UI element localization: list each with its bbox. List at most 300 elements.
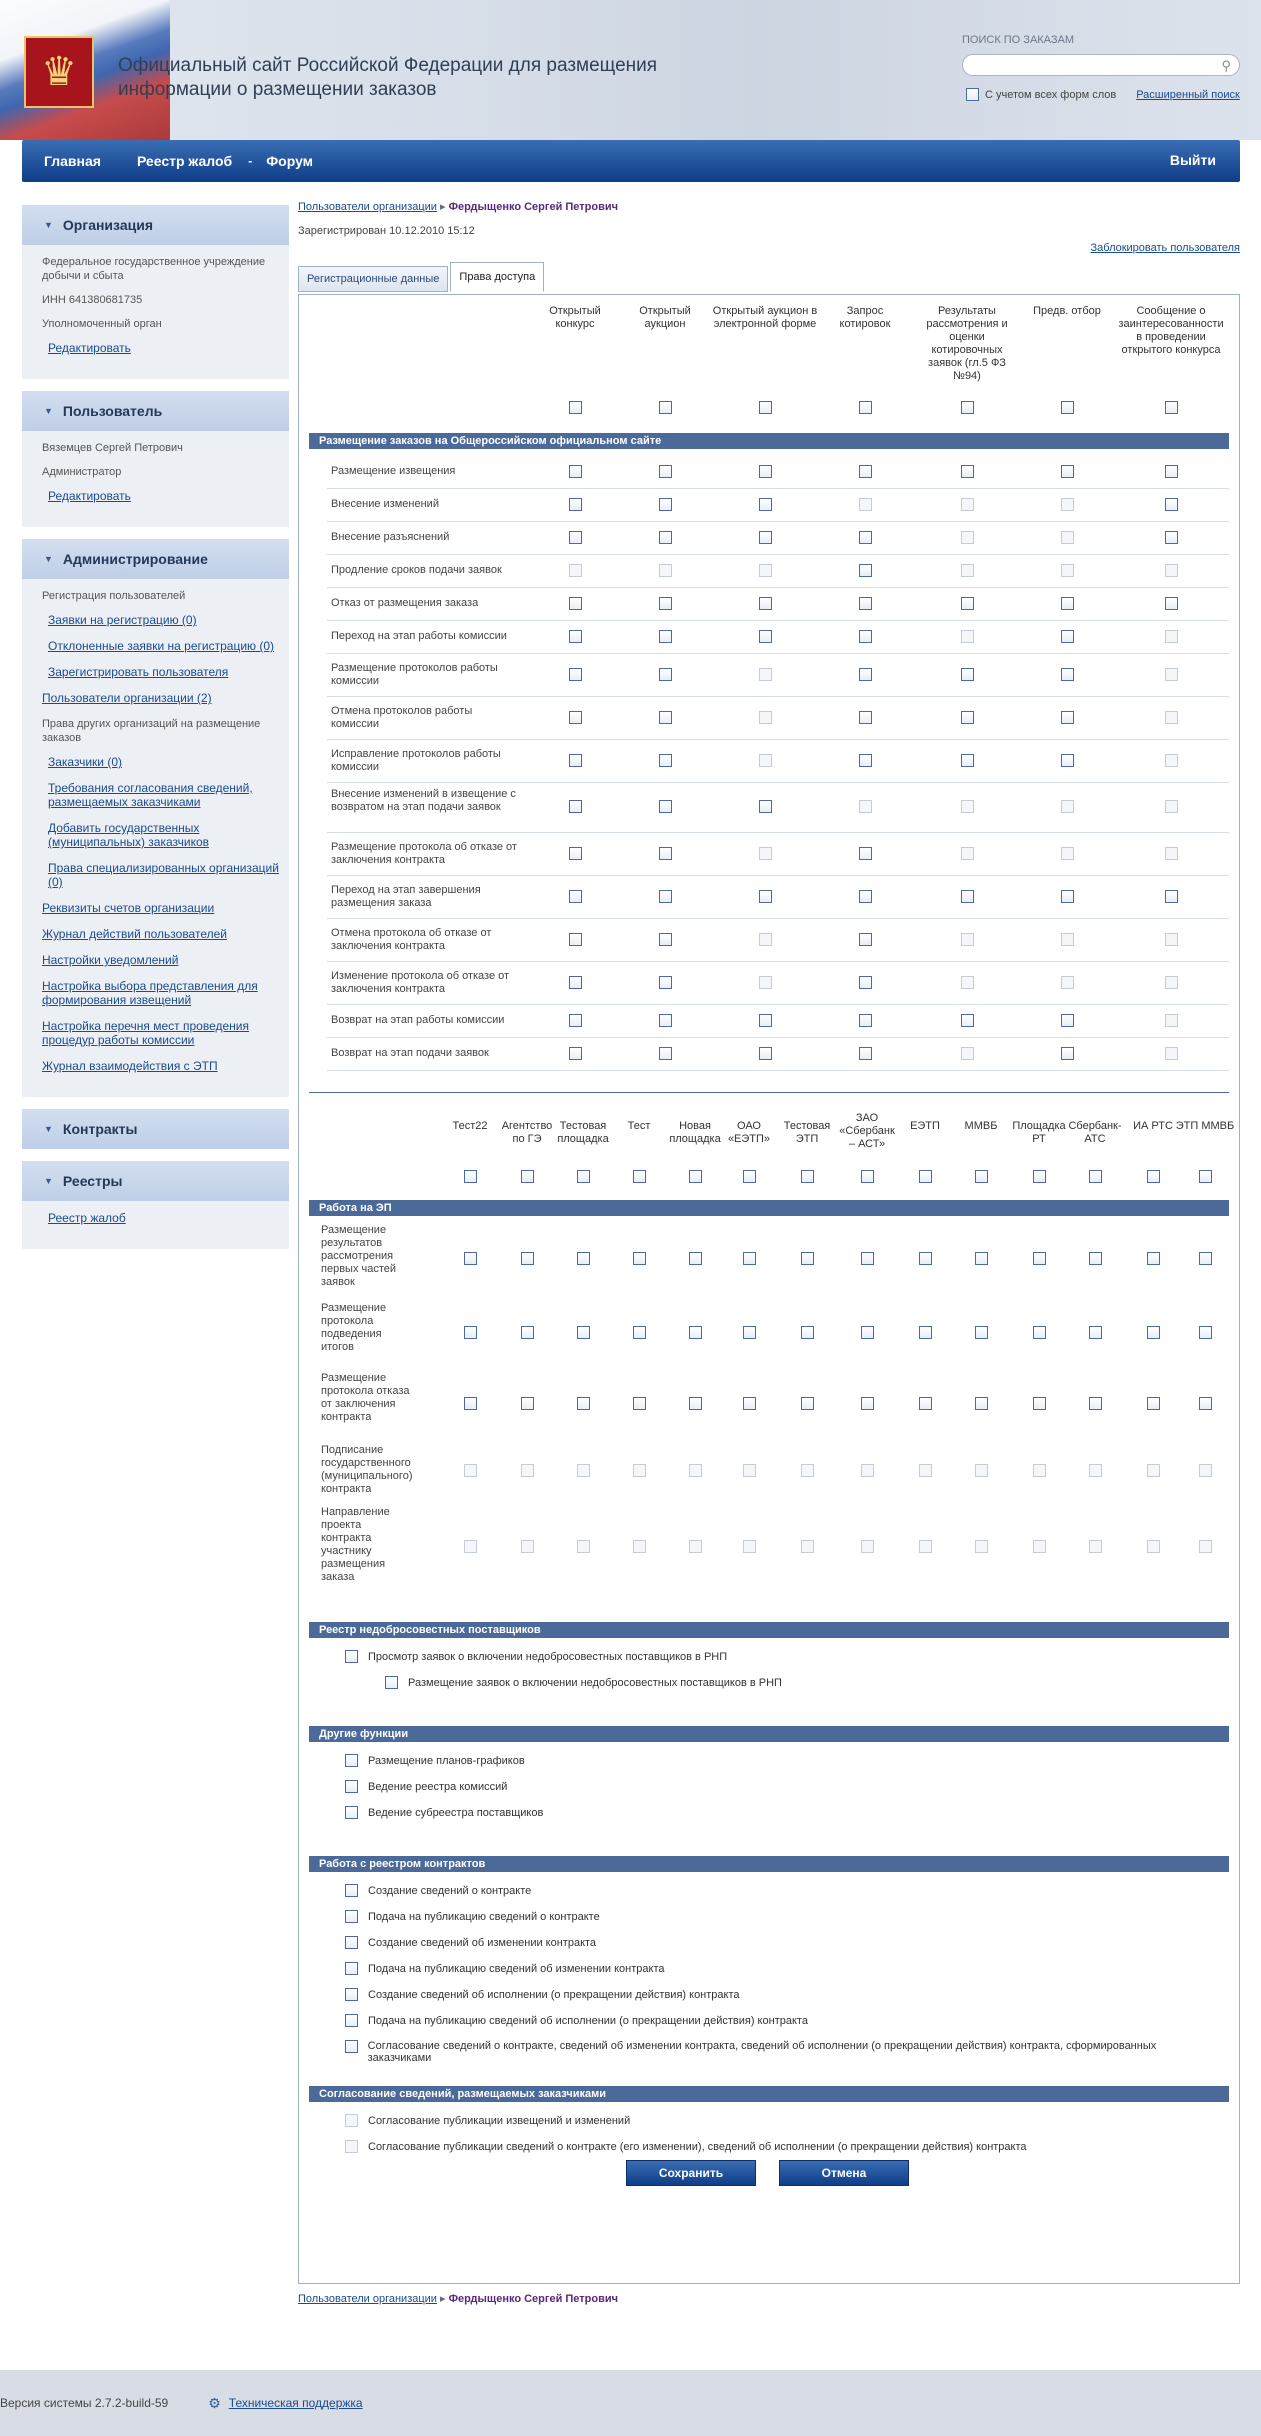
sidebar-registries <box>22 1161 289 1249</box>
permission-checkbox[interactable] <box>961 597 974 610</box>
permission-checkbox[interactable] <box>1061 401 1074 414</box>
permission-checkbox[interactable] <box>961 401 974 414</box>
permission-checkbox[interactable] <box>859 847 872 860</box>
column-header: ММВБ <box>964 1120 998 1132</box>
permission-checkbox[interactable] <box>1199 1252 1212 1265</box>
permission-checkbox[interactable] <box>577 1252 590 1265</box>
permission-checkbox[interactable] <box>859 630 872 643</box>
permission-checkbox[interactable] <box>859 1047 872 1060</box>
row-divider <box>327 875 1229 876</box>
permission-checkbox[interactable] <box>743 1397 756 1410</box>
permission-checkbox[interactable] <box>569 401 582 414</box>
row-divider <box>327 620 1229 621</box>
permission-checkbox[interactable] <box>569 754 582 767</box>
search-icon[interactable]: ⚲ <box>1221 58 1231 73</box>
permission-checkbox <box>1089 1464 1102 1477</box>
breadcrumb-parent[interactable]: Пользователи организации <box>298 2293 437 2305</box>
permission-checkbox[interactable] <box>633 1397 646 1410</box>
permission-checkbox <box>859 800 872 813</box>
section-header: Другие функции <box>309 1726 1229 1742</box>
permission-checkbox[interactable] <box>345 1910 358 1923</box>
permission-checkbox[interactable] <box>1061 668 1074 681</box>
admin-link[interactable]: Реквизиты счетов организации <box>42 901 215 915</box>
permission-checkbox <box>1165 976 1178 989</box>
permission-row-label: Возврат на этап подачи заявок <box>331 1047 489 1059</box>
permission-checkbox[interactable] <box>961 668 974 681</box>
permission-checkbox <box>759 564 772 577</box>
nav-complaints[interactable]: Реестр жалоб <box>136 153 233 169</box>
sidebar-contracts-header[interactable]: ▼ Контракты <box>22 1109 289 1149</box>
permission-checkbox[interactable] <box>1061 1014 1074 1027</box>
search-options <box>966 88 1240 101</box>
sidebar-user <box>22 391 289 527</box>
org-users-link[interactable]: Пользователи организации (2) <box>42 691 212 705</box>
permission-checkbox[interactable] <box>577 1326 590 1339</box>
admin-link[interactable]: Отклоненные заявки на регистрацию (0) <box>48 639 275 653</box>
permission-checkbox[interactable] <box>385 1676 398 1689</box>
access-rights-panel <box>298 294 1240 2284</box>
permission-row <box>345 2114 630 2127</box>
admin-link[interactable]: Настройка перечня мест проведения процедур работы комиссии <box>42 1019 249 1047</box>
permission-checkbox[interactable] <box>961 1014 974 1027</box>
permission-checkbox <box>569 564 582 577</box>
permission-checkbox[interactable] <box>569 465 582 478</box>
org-edit-link[interactable]: Редактировать <box>48 341 131 355</box>
permission-checkbox <box>633 1540 646 1553</box>
permission-checkbox[interactable] <box>801 1252 814 1265</box>
permission-checkbox[interactable] <box>464 1397 477 1410</box>
permission-checkbox[interactable] <box>633 1170 646 1183</box>
row-divider <box>327 521 1229 522</box>
column-header: Площадка РТ <box>1012 1120 1066 1145</box>
permission-checkbox[interactable] <box>1165 465 1178 478</box>
permission-checkbox[interactable] <box>861 1252 874 1265</box>
permission-row <box>345 2014 808 2027</box>
column-header: Результаты рассмотрения и оценки котировочных заявок (гл.5 ФЗ №94) <box>926 305 1008 382</box>
permission-checkbox[interactable] <box>345 1650 358 1663</box>
permission-checkbox[interactable] <box>759 1014 772 1027</box>
permission-checkbox <box>1199 1464 1212 1477</box>
permission-checkbox[interactable] <box>1165 890 1178 903</box>
org-inn: ИНН 641380681735 <box>42 294 143 306</box>
permission-checkbox[interactable] <box>521 1397 534 1410</box>
coat-of-arms-icon[interactable]: ♛ <box>24 36 94 108</box>
permission-label: Создание сведений об исполнении (о прекращении действия) контракта <box>368 1988 740 2001</box>
permission-checkbox[interactable] <box>633 1326 646 1339</box>
permission-row-label: Направление проекта контракта участнику размещения заказа <box>321 1506 390 1583</box>
permission-checkbox[interactable] <box>569 597 582 610</box>
permission-row-label: Внесение изменений в извещение с возвратом на этап подачи заявок <box>331 787 516 813</box>
permission-checkbox <box>759 847 772 860</box>
column-header: Новая площадка <box>669 1120 721 1145</box>
permission-checkbox <box>743 1540 756 1553</box>
permission-checkbox <box>961 847 974 860</box>
tab-registration[interactable]: Регистрационные данные <box>298 266 448 292</box>
permission-checkbox <box>859 498 872 511</box>
permission-checkbox[interactable] <box>759 630 772 643</box>
permission-checkbox[interactable] <box>1147 1252 1160 1265</box>
sidebar-org-header[interactable]: ▼ Организация <box>22 205 289 245</box>
permission-checkbox[interactable] <box>345 1884 358 1897</box>
permission-checkbox[interactable] <box>1033 1170 1046 1183</box>
permission-checkbox[interactable] <box>1061 1047 1074 1060</box>
permission-checkbox[interactable] <box>1199 1326 1212 1339</box>
permission-checkbox[interactable] <box>345 2014 358 2027</box>
permission-checkbox[interactable] <box>1089 1397 1102 1410</box>
permission-checkbox <box>1089 1540 1102 1553</box>
reg-users-text: Регистрация пользователей <box>42 590 186 602</box>
permission-checkbox[interactable] <box>659 890 672 903</box>
row-divider <box>327 488 1229 489</box>
complaints-registry-link[interactable]: Реестр жалоб <box>48 1211 126 1225</box>
permission-checkbox[interactable] <box>1089 1326 1102 1339</box>
permission-checkbox[interactable] <box>521 1326 534 1339</box>
permission-row <box>345 1962 664 1975</box>
permission-checkbox[interactable] <box>743 1252 756 1265</box>
sidebar-admin-header[interactable]: ▼ Администрирование <box>22 539 289 579</box>
permission-checkbox[interactable] <box>569 1014 582 1027</box>
permission-checkbox <box>961 800 974 813</box>
permission-checkbox[interactable] <box>464 1252 477 1265</box>
permission-row-label: Отмена протоколов работы комиссии <box>331 704 473 730</box>
permission-checkbox[interactable] <box>659 847 672 860</box>
permission-row-label: Изменение протокола об отказе от заключения контракта <box>331 969 510 995</box>
permission-checkbox[interactable] <box>569 847 582 860</box>
sidebar-user-header[interactable]: ▼ Пользователь <box>22 391 289 431</box>
nav-home[interactable]: Главная <box>44 153 101 169</box>
column-header: ОАО «ЕЭТП» <box>727 1120 771 1145</box>
permission-checkbox[interactable] <box>345 1962 358 1975</box>
permission-checkbox[interactable] <box>633 1252 646 1265</box>
permission-checkbox[interactable] <box>919 1170 932 1183</box>
permission-checkbox[interactable] <box>577 1397 590 1410</box>
block-divider <box>309 1092 1229 1093</box>
permission-checkbox[interactable] <box>861 1170 874 1183</box>
permission-checkbox[interactable] <box>861 1326 874 1339</box>
permission-row-label: Отмена протокола об отказе от заключения контракта <box>331 926 492 952</box>
tabs <box>298 266 546 292</box>
permission-checkbox[interactable] <box>919 1252 932 1265</box>
permission-checkbox <box>1061 531 1074 544</box>
permission-checkbox[interactable] <box>569 890 582 903</box>
permission-label: Размещение планов-графиков <box>368 1754 525 1767</box>
section-header: Работа с реестром контрактов <box>309 1856 1229 1872</box>
permission-checkbox[interactable] <box>569 1047 582 1060</box>
all-word-forms-checkbox[interactable] <box>966 88 979 101</box>
permission-row-label: Размещение протокола подведения итогов <box>321 1302 387 1353</box>
admin-link[interactable]: Настройки уведомлений <box>42 953 179 967</box>
permission-checkbox[interactable] <box>1033 1252 1046 1265</box>
permission-checkbox[interactable] <box>577 1170 590 1183</box>
permission-checkbox[interactable] <box>801 1170 814 1183</box>
permission-checkbox[interactable] <box>1147 1170 1160 1183</box>
permission-checkbox[interactable] <box>569 933 582 946</box>
permission-checkbox <box>961 976 974 989</box>
logout-link[interactable]: Выйти <box>1169 152 1216 168</box>
permission-checkbox[interactable] <box>659 465 672 478</box>
permission-checkbox[interactable] <box>345 1988 358 2001</box>
permission-checkbox[interactable] <box>521 1170 534 1183</box>
footer <box>0 2370 1261 2436</box>
column-header: Запрос котировок <box>839 305 891 330</box>
tab-access-rights[interactable]: Права доступа <box>450 262 544 292</box>
admin-link[interactable]: Требования согласования сведений, размещаемых заказчиками <box>48 781 253 809</box>
permission-checkbox[interactable] <box>569 800 582 813</box>
column-header: ЕЭТП <box>910 1120 940 1132</box>
permission-checkbox[interactable] <box>975 1326 988 1339</box>
column-header: Тестовая ЭТП <box>783 1120 831 1145</box>
permission-row-label: Размещение извещения <box>331 465 456 477</box>
permission-checkbox[interactable] <box>759 401 772 414</box>
permission-checkbox[interactable] <box>801 1397 814 1410</box>
rights-text: Права других организаций на размещение заказов <box>42 718 261 744</box>
permission-checkbox[interactable] <box>569 630 582 643</box>
permission-checkbox[interactable] <box>759 597 772 610</box>
permission-checkbox[interactable] <box>975 1252 988 1265</box>
chevron-down-icon: ▼ <box>44 406 53 416</box>
permission-checkbox <box>801 1464 814 1477</box>
permission-checkbox[interactable] <box>1061 890 1074 903</box>
permission-checkbox[interactable] <box>659 630 672 643</box>
permission-row <box>345 2140 1027 2153</box>
column-header: ЗАО «Сбербанк – АСТ» <box>839 1112 895 1150</box>
permission-row <box>345 1936 596 1949</box>
permission-row <box>345 1910 600 1923</box>
permission-checkbox[interactable] <box>859 1014 872 1027</box>
nav-forum[interactable]: Форум <box>266 153 314 169</box>
permission-checkbox[interactable] <box>659 498 672 511</box>
permission-checkbox[interactable] <box>859 564 872 577</box>
permission-checkbox[interactable] <box>689 1326 702 1339</box>
permission-checkbox[interactable] <box>521 1252 534 1265</box>
permission-checkbox[interactable] <box>859 597 872 610</box>
permission-checkbox <box>521 1540 534 1553</box>
permission-checkbox[interactable] <box>1147 1397 1160 1410</box>
nav-separator: - <box>248 154 253 168</box>
chevron-down-icon: ▼ <box>44 1176 53 1186</box>
permission-row-label: Размещение результатов рассмотрения первых частей заявок <box>321 1224 397 1288</box>
permission-label: Подача на публикацию сведений об изменении контракта <box>368 1962 665 1975</box>
row-divider <box>327 961 1229 962</box>
permission-checkbox[interactable] <box>689 1170 702 1183</box>
permission-checkbox[interactable] <box>859 890 872 903</box>
permission-row-label: Переход на этап работы комиссии <box>331 630 507 642</box>
row-divider <box>327 1004 1229 1005</box>
column-header: Открытый аукцион в электронной форме <box>712 305 818 330</box>
admin-link[interactable]: Настройка выбора представления для формирования извещений <box>42 979 258 1007</box>
permission-label: Создание сведений об изменении контракта <box>368 1936 597 1949</box>
permission-checkbox[interactable] <box>345 1754 358 1767</box>
permission-checkbox <box>1061 847 1074 860</box>
permission-checkbox <box>1061 976 1074 989</box>
permission-checkbox[interactable] <box>659 976 672 989</box>
permission-checkbox <box>961 933 974 946</box>
permission-checkbox[interactable] <box>345 1780 358 1793</box>
main-content <box>298 200 1240 2180</box>
advanced-search-link[interactable]: Расширенный поиск <box>1136 88 1240 101</box>
row-divider <box>327 554 1229 555</box>
column-header: ЭТП ММВБ <box>1175 1120 1235 1132</box>
admin-link[interactable]: Права специализированных организаций (0) <box>48 861 279 889</box>
permission-checkbox[interactable] <box>859 976 872 989</box>
chevron-down-icon: ▼ <box>44 1124 53 1134</box>
breadcrumb-current: Фердыщенко Сергей Петрович <box>448 201 619 213</box>
permission-label: Просмотр заявок о включении недобросовестных поставщиков в РНП <box>368 1650 728 1663</box>
user-name: Вяземцев Сергей Петрович <box>42 442 183 454</box>
permission-checkbox <box>1165 711 1178 724</box>
support-link[interactable]: Техническая поддержка <box>228 2396 363 2410</box>
permission-checkbox[interactable] <box>1165 531 1178 544</box>
permission-checkbox[interactable] <box>659 401 672 414</box>
permission-label: Ведение реестра комиссий <box>368 1780 508 1793</box>
permission-checkbox[interactable] <box>659 754 672 767</box>
permission-row <box>345 1754 525 1767</box>
permission-checkbox <box>1033 1464 1046 1477</box>
sidebar-admin <box>22 539 289 1097</box>
permission-label: Размещение заявок о включении недобросовестных поставщиков в РНП <box>408 1676 782 1689</box>
permission-checkbox[interactable] <box>1033 1326 1046 1339</box>
permission-checkbox[interactable] <box>975 1170 988 1183</box>
permission-checkbox[interactable] <box>859 711 872 724</box>
permission-checkbox[interactable] <box>859 465 872 478</box>
admin-link[interactable]: Добавить государственных (муниципальных) заказчиков <box>48 821 210 849</box>
permission-checkbox[interactable] <box>1165 597 1178 610</box>
column-header: ИА РТС <box>1133 1120 1173 1132</box>
org-name: Федеральное государственное учреждение добычи и сбыта <box>42 256 266 282</box>
permission-checkbox[interactable] <box>859 401 872 414</box>
permission-checkbox[interactable] <box>569 976 582 989</box>
permission-checkbox[interactable] <box>759 465 772 478</box>
permission-checkbox[interactable] <box>659 800 672 813</box>
permission-checkbox[interactable] <box>1147 1326 1160 1339</box>
permission-checkbox[interactable] <box>569 711 582 724</box>
permission-checkbox[interactable] <box>1199 1397 1212 1410</box>
permission-row <box>345 1650 727 1663</box>
permission-checkbox[interactable] <box>975 1397 988 1410</box>
permission-checkbox[interactable] <box>1165 401 1178 414</box>
permission-checkbox[interactable] <box>961 465 974 478</box>
save-button[interactable]: Сохранить <box>626 2160 756 2186</box>
permission-checkbox[interactable] <box>961 711 974 724</box>
permission-checkbox[interactable] <box>689 1397 702 1410</box>
permission-checkbox[interactable] <box>345 1806 358 1819</box>
permission-checkbox[interactable] <box>1061 465 1074 478</box>
row-divider <box>327 739 1229 740</box>
permission-checkbox[interactable] <box>569 531 582 544</box>
permission-row <box>385 1676 782 1689</box>
permission-row-label: Исправление протоколов работы комиссии <box>331 747 501 773</box>
section-header: Размещение заказов на Общероссийском официальном сайте <box>309 433 1229 449</box>
row-divider <box>327 832 1229 833</box>
search-label: ПОИСК ПО ЗАКАЗАМ <box>962 34 1075 46</box>
permission-checkbox[interactable] <box>859 933 872 946</box>
permission-checkbox[interactable] <box>743 1326 756 1339</box>
permission-checkbox <box>861 1464 874 1477</box>
admin-link[interactable]: Журнал взаимодействия с ЭТП <box>42 1059 218 1073</box>
permission-checkbox <box>759 933 772 946</box>
permission-checkbox <box>1165 630 1178 643</box>
column-header: Тест22 <box>452 1120 488 1132</box>
permission-checkbox[interactable] <box>919 1326 932 1339</box>
permission-checkbox[interactable] <box>919 1397 932 1410</box>
permission-checkbox[interactable] <box>659 1047 672 1060</box>
permission-checkbox[interactable] <box>464 1170 477 1183</box>
admin-link[interactable]: Журнал действий пользователей <box>42 927 227 941</box>
permission-checkbox <box>1165 847 1178 860</box>
breadcrumb-parent[interactable]: Пользователи организации <box>298 201 437 213</box>
permission-checkbox[interactable] <box>859 531 872 544</box>
permission-checkbox[interactable] <box>569 498 582 511</box>
permission-checkbox <box>577 1464 590 1477</box>
permission-checkbox[interactable] <box>759 531 772 544</box>
permission-checkbox[interactable] <box>345 1936 358 1949</box>
permission-row-label: Размещение протокола отказа от заключения контракта <box>321 1372 410 1423</box>
permission-checkbox[interactable] <box>1089 1170 1102 1183</box>
permission-checkbox[interactable] <box>659 1014 672 1027</box>
permission-label: Согласование публикации извещений и изменений <box>368 2114 631 2127</box>
permission-checkbox[interactable] <box>759 498 772 511</box>
permission-checkbox[interactable] <box>801 1326 814 1339</box>
permission-checkbox[interactable] <box>859 754 872 767</box>
permission-checkbox[interactable] <box>1089 1252 1102 1265</box>
admin-link[interactable]: Зарегистрировать пользователя <box>48 665 229 679</box>
permission-checkbox <box>759 754 772 767</box>
permission-checkbox[interactable] <box>1061 597 1074 610</box>
search-input[interactable] <box>962 54 1240 76</box>
permission-checkbox[interactable] <box>759 1047 772 1060</box>
permission-checkbox <box>1033 1540 1046 1553</box>
permission-checkbox[interactable] <box>659 711 672 724</box>
permission-checkbox[interactable] <box>659 933 672 946</box>
permission-checkbox[interactable] <box>759 800 772 813</box>
permission-checkbox[interactable] <box>743 1170 756 1183</box>
permission-checkbox <box>961 498 974 511</box>
block-user-link[interactable]: Заблокировать пользователя <box>1090 242 1240 254</box>
permission-checkbox[interactable] <box>961 890 974 903</box>
cancel-button[interactable]: Отмена <box>779 2160 909 2186</box>
permission-checkbox[interactable] <box>1061 754 1074 767</box>
permission-checkbox[interactable] <box>659 668 672 681</box>
permission-checkbox[interactable] <box>659 597 672 610</box>
permission-checkbox[interactable] <box>1061 711 1074 724</box>
gear-icon: ⚙ <box>208 2394 221 2411</box>
permission-checkbox[interactable] <box>859 668 872 681</box>
admin-link[interactable]: Заявки на регистрацию (0) <box>48 613 197 627</box>
sidebar-registries-header[interactable]: ▼ Реестры <box>22 1161 289 1201</box>
permission-checkbox <box>659 564 672 577</box>
permission-checkbox <box>633 1464 646 1477</box>
permission-checkbox[interactable] <box>1199 1170 1212 1183</box>
permission-checkbox[interactable] <box>689 1252 702 1265</box>
permission-checkbox[interactable] <box>961 754 974 767</box>
user-edit-link[interactable]: Редактировать <box>48 489 131 503</box>
permission-checkbox[interactable] <box>861 1397 874 1410</box>
permission-checkbox[interactable] <box>345 2040 358 2053</box>
permission-checkbox <box>345 2114 358 2127</box>
permission-checkbox <box>689 1464 702 1477</box>
permission-checkbox[interactable] <box>659 531 672 544</box>
permission-checkbox[interactable] <box>759 890 772 903</box>
permission-checkbox[interactable] <box>1165 498 1178 511</box>
permission-checkbox[interactable] <box>1061 630 1074 643</box>
permission-checkbox <box>1165 754 1178 767</box>
org-role: Уполномоченный орган <box>42 318 162 330</box>
permission-checkbox[interactable] <box>464 1326 477 1339</box>
permission-checkbox[interactable] <box>1033 1397 1046 1410</box>
admin-link[interactable]: Заказчики (0) <box>48 755 122 769</box>
column-header: Открытый конкурс <box>549 305 601 330</box>
permission-checkbox[interactable] <box>569 668 582 681</box>
